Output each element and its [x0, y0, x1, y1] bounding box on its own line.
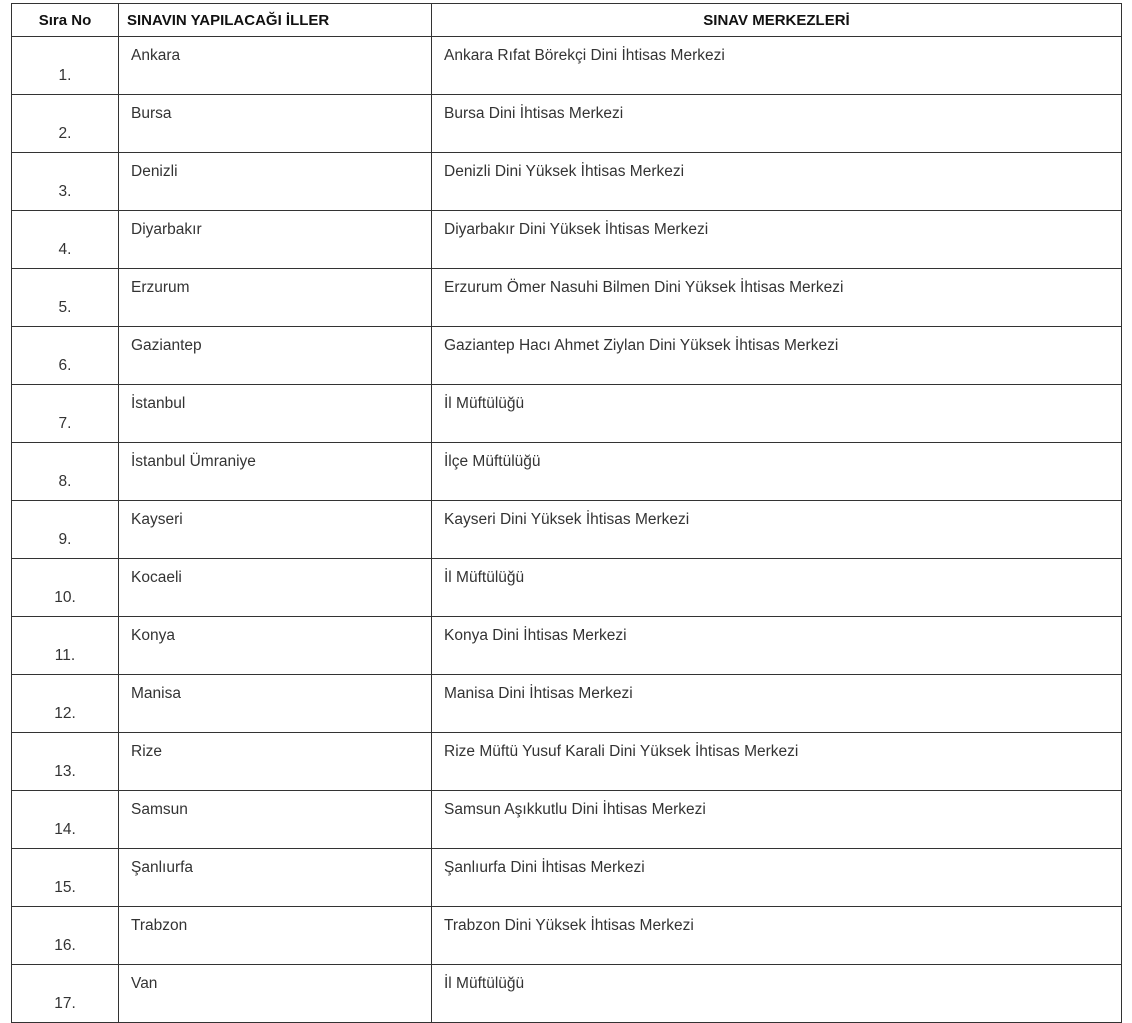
province-cell: İstanbul Ümraniye: [119, 443, 432, 501]
row-number: 9.: [12, 501, 119, 559]
header-exam-centers: SINAV MERKEZLERİ: [432, 4, 1122, 37]
table-row: [12, 327, 1122, 385]
table-body: [12, 37, 1122, 1023]
province-cell: Erzurum: [119, 269, 432, 327]
row-number: 6.: [12, 327, 119, 385]
table-row: [12, 559, 1122, 617]
table-row: [12, 153, 1122, 211]
exam-center-cell: İl Müftülüğü: [432, 385, 1122, 443]
row-number: 13.: [12, 733, 119, 791]
table-row: [12, 907, 1122, 965]
row-number: 7.: [12, 385, 119, 443]
exam-center-cell: İl Müftülüğü: [432, 559, 1122, 617]
row-number: 5.: [12, 269, 119, 327]
table-row: [12, 733, 1122, 791]
province-cell: Gaziantep: [119, 327, 432, 385]
row-number: 10.: [12, 559, 119, 617]
header-row: [12, 4, 1122, 37]
exam-center-cell: İl Müftülüğü: [432, 965, 1122, 1023]
table-row: [12, 675, 1122, 733]
table-row: [12, 501, 1122, 559]
header-sira-no: Sıra No: [12, 4, 119, 37]
row-number: 12.: [12, 675, 119, 733]
exam-center-cell: Samsun Aşıkkutlu Dini İhtisas Merkezi: [432, 791, 1122, 849]
exam-center-cell: Diyarbakır Dini Yüksek İhtisas Merkezi: [432, 211, 1122, 269]
province-cell: Konya: [119, 617, 432, 675]
exam-center-cell: Rize Müftü Yusuf Karali Dini Yüksek İhtisas Merkezi: [432, 733, 1122, 791]
row-number: 1.: [12, 37, 119, 95]
province-cell: Denizli: [119, 153, 432, 211]
table-row: [12, 443, 1122, 501]
table-row: [12, 95, 1122, 153]
exam-center-cell: Manisa Dini İhtisas Merkezi: [432, 675, 1122, 733]
province-cell: Kocaeli: [119, 559, 432, 617]
exam-center-cell: Gaziantep Hacı Ahmet Ziylan Dini Yüksek İhtisas Merkezi: [432, 327, 1122, 385]
province-cell: Trabzon: [119, 907, 432, 965]
exam-center-cell: Kayseri Dini Yüksek İhtisas Merkezi: [432, 501, 1122, 559]
exam-center-cell: Bursa Dini İhtisas Merkezi: [432, 95, 1122, 153]
row-number: 11.: [12, 617, 119, 675]
exam-center-cell: Ankara Rıfat Börekçi Dini İhtisas Merkezi: [432, 37, 1122, 95]
row-number: 14.: [12, 791, 119, 849]
table-row: [12, 269, 1122, 327]
province-cell: Van: [119, 965, 432, 1023]
exam-center-cell: Denizli Dini Yüksek İhtisas Merkezi: [432, 153, 1122, 211]
province-cell: Rize: [119, 733, 432, 791]
province-cell: Diyarbakır: [119, 211, 432, 269]
exam-centers-table: [11, 3, 1122, 1023]
province-cell: Ankara: [119, 37, 432, 95]
exam-center-cell: İlçe Müftülüğü: [432, 443, 1122, 501]
header-provinces: SINAVIN YAPILACAĞI İLLER: [119, 4, 432, 37]
province-cell: Şanlıurfa: [119, 849, 432, 907]
exam-center-cell: Trabzon Dini Yüksek İhtisas Merkezi: [432, 907, 1122, 965]
row-number: 16.: [12, 907, 119, 965]
row-number: 3.: [12, 153, 119, 211]
province-cell: Kayseri: [119, 501, 432, 559]
table-row: [12, 385, 1122, 443]
exam-center-cell: Erzurum Ömer Nasuhi Bilmen Dini Yüksek İhtisas Merkezi: [432, 269, 1122, 327]
exam-center-cell: Şanlıurfa Dini İhtisas Merkezi: [432, 849, 1122, 907]
table-row: [12, 617, 1122, 675]
row-number: 2.: [12, 95, 119, 153]
row-number: 17.: [12, 965, 119, 1023]
exam-center-cell: Konya Dini İhtisas Merkezi: [432, 617, 1122, 675]
table-row: [12, 37, 1122, 95]
row-number: 15.: [12, 849, 119, 907]
row-number: 4.: [12, 211, 119, 269]
province-cell: Manisa: [119, 675, 432, 733]
row-number: 8.: [12, 443, 119, 501]
table-header: [12, 4, 1122, 37]
province-cell: Samsun: [119, 791, 432, 849]
table-row: [12, 791, 1122, 849]
table-row: [12, 211, 1122, 269]
table-row: [12, 965, 1122, 1023]
table-row: [12, 849, 1122, 907]
province-cell: Bursa: [119, 95, 432, 153]
province-cell: İstanbul: [119, 385, 432, 443]
